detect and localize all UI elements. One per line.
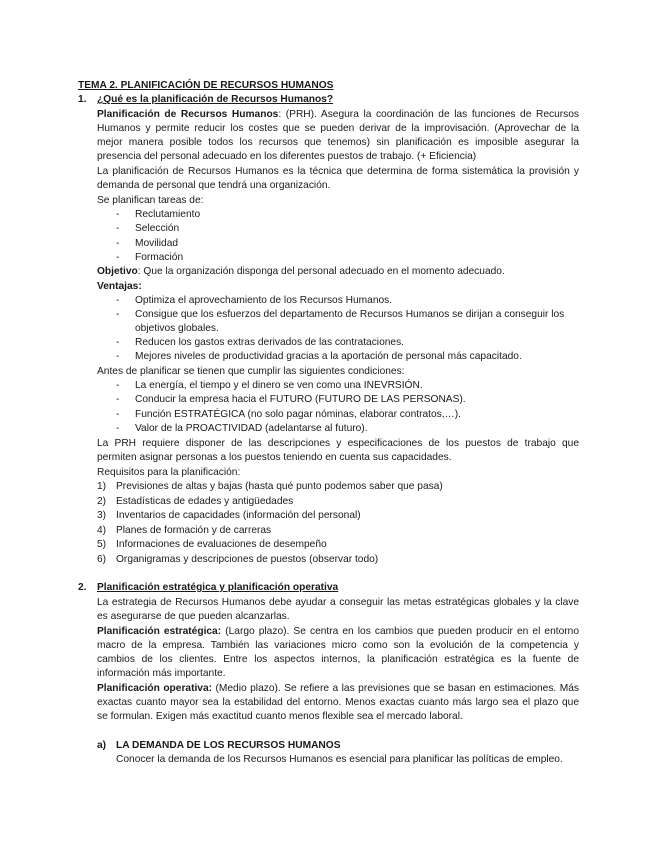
prh-paragraph-line-2: permiten asignar personas a los puestos teniendo en cuenta sus capacidades. [97, 452, 452, 463]
objective-text: : Que la organización disponga del personal adecuado en el momento adecuado. [137, 266, 505, 277]
s2-paragraph-1-line-1: La estrategia de Recursos Humanos debe ayudar a conseguir las metas estratégicas globales y la clave [97, 597, 579, 608]
s1-paragraph-2-line-2: demanda de personal que tendrá una organización. [97, 180, 331, 191]
list-item: - [116, 252, 120, 263]
strategic-line-4: información más importante. [97, 668, 226, 679]
task-item: Movilidad [135, 238, 179, 249]
s1-paragraph-1-line-4: presencia del personal adecuado en los diferentes puestos de trabajo. (+ Eficiencia) [97, 151, 477, 162]
requirement-number: 5) [97, 539, 107, 550]
operative-line-2: exactas cuanto mayor sea la estabilidad del entorno. Menos exactas cuanto más largo sea el plazo que [97, 697, 579, 708]
task-item: Formación [135, 252, 184, 263]
requirement-number: 2) [97, 496, 107, 507]
list-item: - [116, 380, 120, 391]
operative-line-1 [97, 682, 579, 696]
requirement-item: Organigramas y descripciones de puestos (observar todo) [116, 554, 379, 565]
list-item: - [116, 223, 120, 234]
tasks-intro: Se planifican tareas de: [97, 195, 204, 206]
list-item: - [116, 409, 120, 420]
section-2-number: 2. [78, 582, 87, 593]
requirement-item: Planes de formación y de carreras [116, 525, 272, 536]
requirement-number: 6) [97, 554, 107, 565]
list-item: - [116, 309, 120, 320]
list-item: - [116, 295, 120, 306]
s1-paragraph-1-line-2: Humanos y permite reducir los costes que se pueden derivar de la improvisación. (Aprovechar de la [97, 123, 579, 134]
prh-text: : (PRH). Asegura la coordinación de las funciones de Recursos [278, 109, 579, 120]
strategic-line-2: macro de la empresa. También las variaciones micro como son la evolución de la competencia y [97, 640, 579, 651]
prh-label: Planificación de Recursos Humanos [97, 109, 279, 120]
operative-text: (Medio plazo). Se refiere a las previsiones que se basan en estimaciones. Más [212, 683, 579, 694]
s1-paragraph-2-line-1: La planificación de Recursos Humanos es la técnica que determina de forma sistemática la provisión y [97, 166, 579, 177]
advantage-item: Optimiza el aprovechamiento de los Recursos Humanos. [135, 295, 393, 306]
s2-paragraph-1-line-2: es asegurarse de que pueden alcanzarlas. [97, 611, 290, 622]
strategic-line-1 [97, 625, 579, 639]
list-item: - [116, 209, 120, 220]
advantage-item: Reducen los gastos extras derivados de las contrataciones. [135, 337, 404, 348]
prh-paragraph-line-1: La PRH requiere disponer de las descripciones y especificaciones de los puestos de trabajo que [97, 438, 579, 449]
task-item: Selección [135, 223, 180, 234]
strategic-label: Planificación estratégica: [97, 626, 222, 637]
section-1-heading: ¿Qué es la planificación de Recursos Humanos? [97, 94, 334, 105]
requirement-item: Previsiones de altas y bajas (hasta qué punto podemos saber que pasa) [116, 481, 443, 492]
condition-item: La energía, el tiempo y el dinero se ven como una INEVRSIÓN. [135, 380, 423, 391]
subsection-a-heading: LA DEMANDA DE LOS RECURSOS HUMANOS [116, 740, 341, 751]
strategic-text: (Largo plazo). Se centra en los cambios que pueden producir en el entorno [221, 626, 579, 637]
advantages-label: Ventajas: [97, 281, 142, 292]
s1-paragraph-1-line-1 [97, 108, 579, 122]
subsection-a-label: a) [97, 740, 107, 751]
operative-line-3: se formulan. Exigen más exactitud cuanto menos flexible sea el mercado laboral. [97, 711, 463, 722]
list-item: - [116, 351, 120, 362]
requirement-item: Informaciones de evaluaciones de desempeño [116, 539, 327, 550]
advantage-item: Mejores niveles de productividad gracias a la aportación de personal más capacitado. [135, 351, 522, 362]
document-title: TEMA 2. PLANIFICACIÓN DE RECURSOS HUMANOS [78, 80, 334, 91]
list-item: - [116, 423, 120, 434]
task-item: Reclutamiento [135, 209, 201, 220]
requirements-intro: Requisitos para la planificación: [97, 467, 241, 478]
objective-label: Objetivo [97, 266, 138, 277]
section-2-heading: Planificación estratégica y planificación operativa [97, 582, 339, 593]
advantage-item: Consigue que los esfuerzos del departamento de Recursos Humanos se dirijan a conseguir los [135, 309, 565, 320]
subsection-a-text: Conocer la demanda de los Recursos Humanos es esencial para planificar las políticas de empleo. [116, 754, 563, 765]
conditions-intro: Antes de planificar se tienen que cumplir las siguientes condiciones: [97, 366, 405, 377]
strategic-line-3: cambios de los clientes. Entre los aspectos internos, la planificación estratégica es la fuente de [97, 654, 579, 665]
list-item: - [116, 394, 120, 405]
requirement-item: Inventarios de capacidades (información del personal) [116, 510, 361, 521]
requirement-number: 4) [97, 525, 107, 536]
condition-item: Valor de la PROACTIVIDAD (adelantarse al futuro). [135, 423, 368, 434]
list-item: - [116, 238, 120, 249]
objective-line [97, 265, 505, 279]
section-1-number: 1. [78, 94, 87, 105]
advantage-item-continued: objetivos globales. [135, 323, 219, 334]
condition-item: Conducir la empresa hacia el FUTURO (FUTURO DE LAS PERSONAS). [135, 394, 466, 405]
condition-item: Función ESTRATÉGICA (no solo pagar nóminas, elaborar contratos,…). [135, 409, 461, 420]
requirement-number: 3) [97, 510, 107, 521]
requirement-number: 1) [97, 481, 107, 492]
s1-paragraph-1-line-3: mejor manera posible todos los recursos que tenemos) sin planificación es imposible asegurar la [97, 137, 579, 148]
operative-label: Planificación operativa: [97, 683, 213, 694]
list-item: - [116, 337, 120, 348]
requirement-item: Estadísticas de edades y antigüedades [116, 496, 294, 507]
